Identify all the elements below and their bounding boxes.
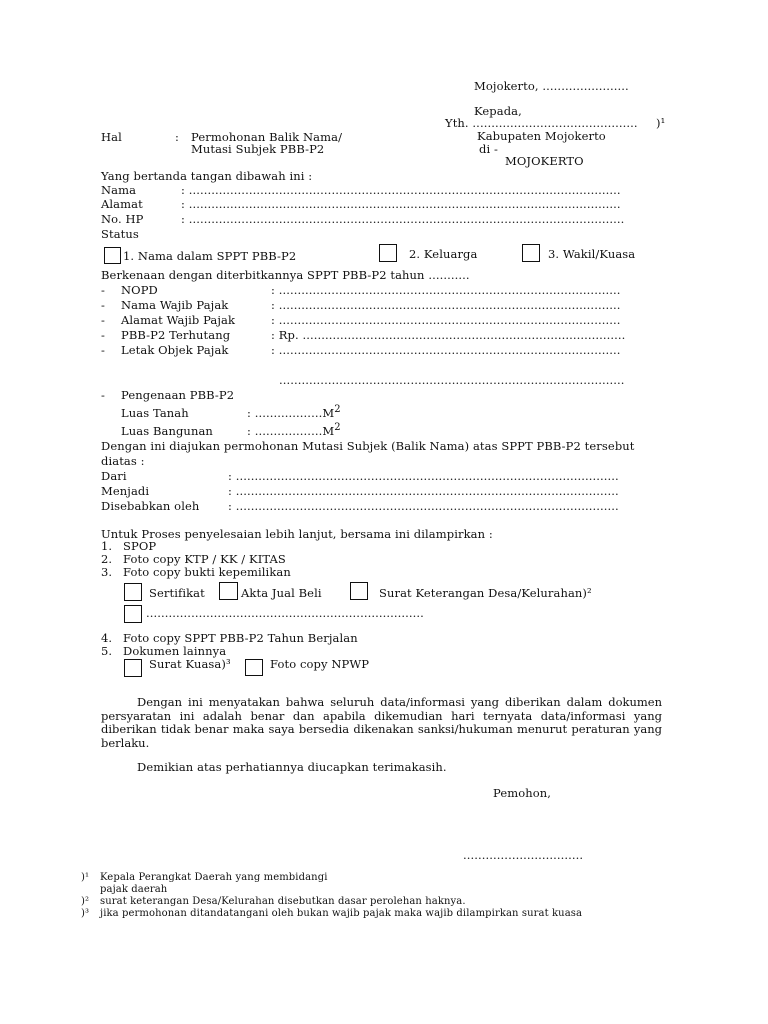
status-checkbox-2[interactable] <box>379 244 397 262</box>
field-status-label: Status <box>101 227 139 241</box>
lampiran-item-num: 2. <box>101 552 113 566</box>
signer-intro: Yang bertanda tangan dibawah ini : <box>101 169 313 183</box>
status-checkbox-3[interactable] <box>522 244 540 262</box>
lampiran-item-sppt: Foto copy SPPT PBB-P2 Tahun Berjalan <box>123 631 358 645</box>
lampiran-item-num: 5. <box>101 644 113 658</box>
field-menjadi-value[interactable]: : ...................................................................................................... <box>228 484 619 498</box>
luas-tanah-value[interactable]: : ..................M2 <box>247 404 341 420</box>
closing-line: Demikian atas perhatiannya diucapkan terimakasih. <box>137 760 447 774</box>
recipient-yth: Yth. ............................................ <box>445 116 638 130</box>
checkbox-surat-keterangan[interactable] <box>350 582 368 600</box>
footnote-2-text: surat keterangan Desa/Kelurahan disebutkan dasar perolehan haknya. <box>100 896 466 907</box>
field-nama-wp-label: Nama Wajib Pajak <box>121 298 229 312</box>
mutasi-line1: Dengan ini diajukan permohonan Mutasi Subjek (Balik Nama) atas SPPT PBB-P2 tersebut <box>101 439 635 453</box>
pengenaan-label: Pengenaan PBB-P2 <box>121 388 235 402</box>
place-date: Mojokerto, ....................... <box>474 79 629 93</box>
field-disebabkan-label: Disebabkan oleh <box>101 499 200 513</box>
checkbox-npwp[interactable] <box>245 659 263 676</box>
field-disebabkan-value[interactable]: : ...................................................................................................... <box>228 499 619 513</box>
field-lainnya-value[interactable]: .......................................................................... <box>146 606 424 620</box>
hal-label: Hal <box>101 130 122 144</box>
field-nohp-value[interactable]: : .................................................................................................................... <box>181 212 625 226</box>
sppt-intro: Berkenaan dengan diterbitkannya SPPT PBB-P2 tahun ........... <box>101 268 470 282</box>
recipient-kepada: Kepada, <box>474 104 522 118</box>
field-dari-label: Dari <box>101 469 127 483</box>
option-surat-keterangan: Surat Keterangan Desa/Kelurahan)² <box>379 586 592 600</box>
sppt-bullet: - <box>101 343 105 357</box>
lampiran-item-dokumen-lainnya: Dokumen lainnya <box>123 644 227 658</box>
recipient-name: Kabupaten Mojokerto <box>477 129 606 143</box>
recipient-di: di - <box>479 142 498 156</box>
field-terhutang-value[interactable]: : Rp. ...................................................................................... <box>271 328 626 342</box>
lampiran-item-spop: SPOP <box>123 539 157 553</box>
lampiran-item-num: 4. <box>101 631 113 645</box>
field-alamat-wp-value[interactable]: : ........................................................................................... <box>271 313 621 327</box>
lampiran-item-ktp: Foto copy KTP / KK / KITAS <box>123 552 286 566</box>
sppt-bullet: - <box>101 298 105 312</box>
lampiran-item-num: 1. <box>101 539 113 553</box>
sppt-bullet: - <box>101 388 105 402</box>
hal-subject-line1: Permohonan Balik Nama/ <box>191 130 343 144</box>
status-option-2: 2. Keluarga <box>409 247 478 261</box>
field-alamat-label: Alamat <box>101 197 143 211</box>
option-npwp: Foto copy NPWP <box>270 657 370 671</box>
status-option-3: 3. Wakil/Kuasa <box>548 247 636 261</box>
sppt-bullet: - <box>101 283 105 297</box>
footnote-3-mark: )³ <box>81 908 90 919</box>
field-nopd-value[interactable]: : ........................................................................................... <box>271 283 621 297</box>
footnote-1-text: Kepala Perangkat Daerah yang membidangi <box>100 872 328 883</box>
footnote-1-mark: )¹ <box>81 872 90 883</box>
footnote-3-text: jika permohonan ditandatangani oleh bukan wajib pajak maka wajib dilampirkan surat kuasa <box>100 908 583 919</box>
hal-colon: : <box>175 130 179 144</box>
statement-paragraph: Dengan ini menyatakan bahwa seluruh data/informasi yang diberikan dalam dokumen persyaratan ini adalah benar dan apabila dikemudian hari ternyata data/informasi yang diberikan tidak benar maka saya bersedia dikenakan sanksi/hukuman menurut peraturan yang berlaku. <box>101 695 662 750</box>
checkbox-lainnya[interactable] <box>124 605 142 623</box>
field-alamat-value[interactable]: : ................................................................................................................... <box>181 197 621 211</box>
field-nohp-label: No. HP <box>101 212 144 226</box>
footnote-2-mark: )² <box>81 896 90 907</box>
luas-tanah-label: Luas Tanah <box>121 406 189 420</box>
checkbox-akta-jual-beli[interactable] <box>219 582 238 600</box>
pemohon-label: Pemohon, <box>493 786 552 800</box>
sppt-bullet: - <box>101 313 105 327</box>
checkbox-sertifikat[interactable] <box>124 583 142 601</box>
field-dari-value[interactable]: : ...................................................................................................... <box>228 469 619 483</box>
field-nama-wp-value[interactable]: : ........................................................................................... <box>271 298 621 312</box>
option-surat-kuasa: Surat Kuasa)³ <box>149 657 231 671</box>
field-alamat-wp-label: Alamat Wajib Pajak <box>121 313 236 327</box>
recipient-footnote-mark: )¹ <box>656 116 666 130</box>
recipient-city: MOJOKERTO <box>505 154 584 168</box>
mutasi-line2: diatas : <box>101 454 145 468</box>
field-nama-label: Nama <box>101 183 137 197</box>
sppt-bullet: - <box>101 328 105 342</box>
option-sertifikat: Sertifikat <box>149 586 205 600</box>
option-akta-jual-beli: Akta Jual Beli <box>241 586 322 600</box>
field-nopd-label: NOPD <box>121 283 158 297</box>
footnote-1-text-cont: pajak daerah <box>100 884 168 895</box>
field-terhutang-label: PBB-P2 Terhutang <box>121 328 231 342</box>
field-nama-value[interactable]: : ................................................................................................................... <box>181 183 621 197</box>
field-menjadi-label: Menjadi <box>101 484 150 498</box>
checkbox-surat-kuasa[interactable] <box>124 659 142 677</box>
signature-line[interactable]: ................................ <box>463 848 584 862</box>
field-letak-continuation[interactable]: ............................................................................................ <box>279 373 625 387</box>
status-checkbox-1[interactable] <box>104 247 121 264</box>
field-letak-value[interactable]: : ........................................................................................... <box>271 343 621 357</box>
hal-subject-line2: Mutasi Subjek PBB-P2 <box>191 142 325 156</box>
luas-bangunan-label: Luas Bangunan <box>121 424 213 438</box>
lampiran-intro: Untuk Proses penyelesaian lebih lanjut, bersama ini dilampirkan : <box>101 527 493 541</box>
lampiran-item-kepemilikan: Foto copy bukti kepemilikan <box>123 565 291 579</box>
status-option-1: 1. Nama dalam SPPT PBB-P2 <box>123 249 297 263</box>
luas-bangunan-value[interactable]: : ..................M2 <box>247 422 341 438</box>
field-letak-label: Letak Objek Pajak <box>121 343 229 357</box>
lampiran-item-num: 3. <box>101 565 113 579</box>
